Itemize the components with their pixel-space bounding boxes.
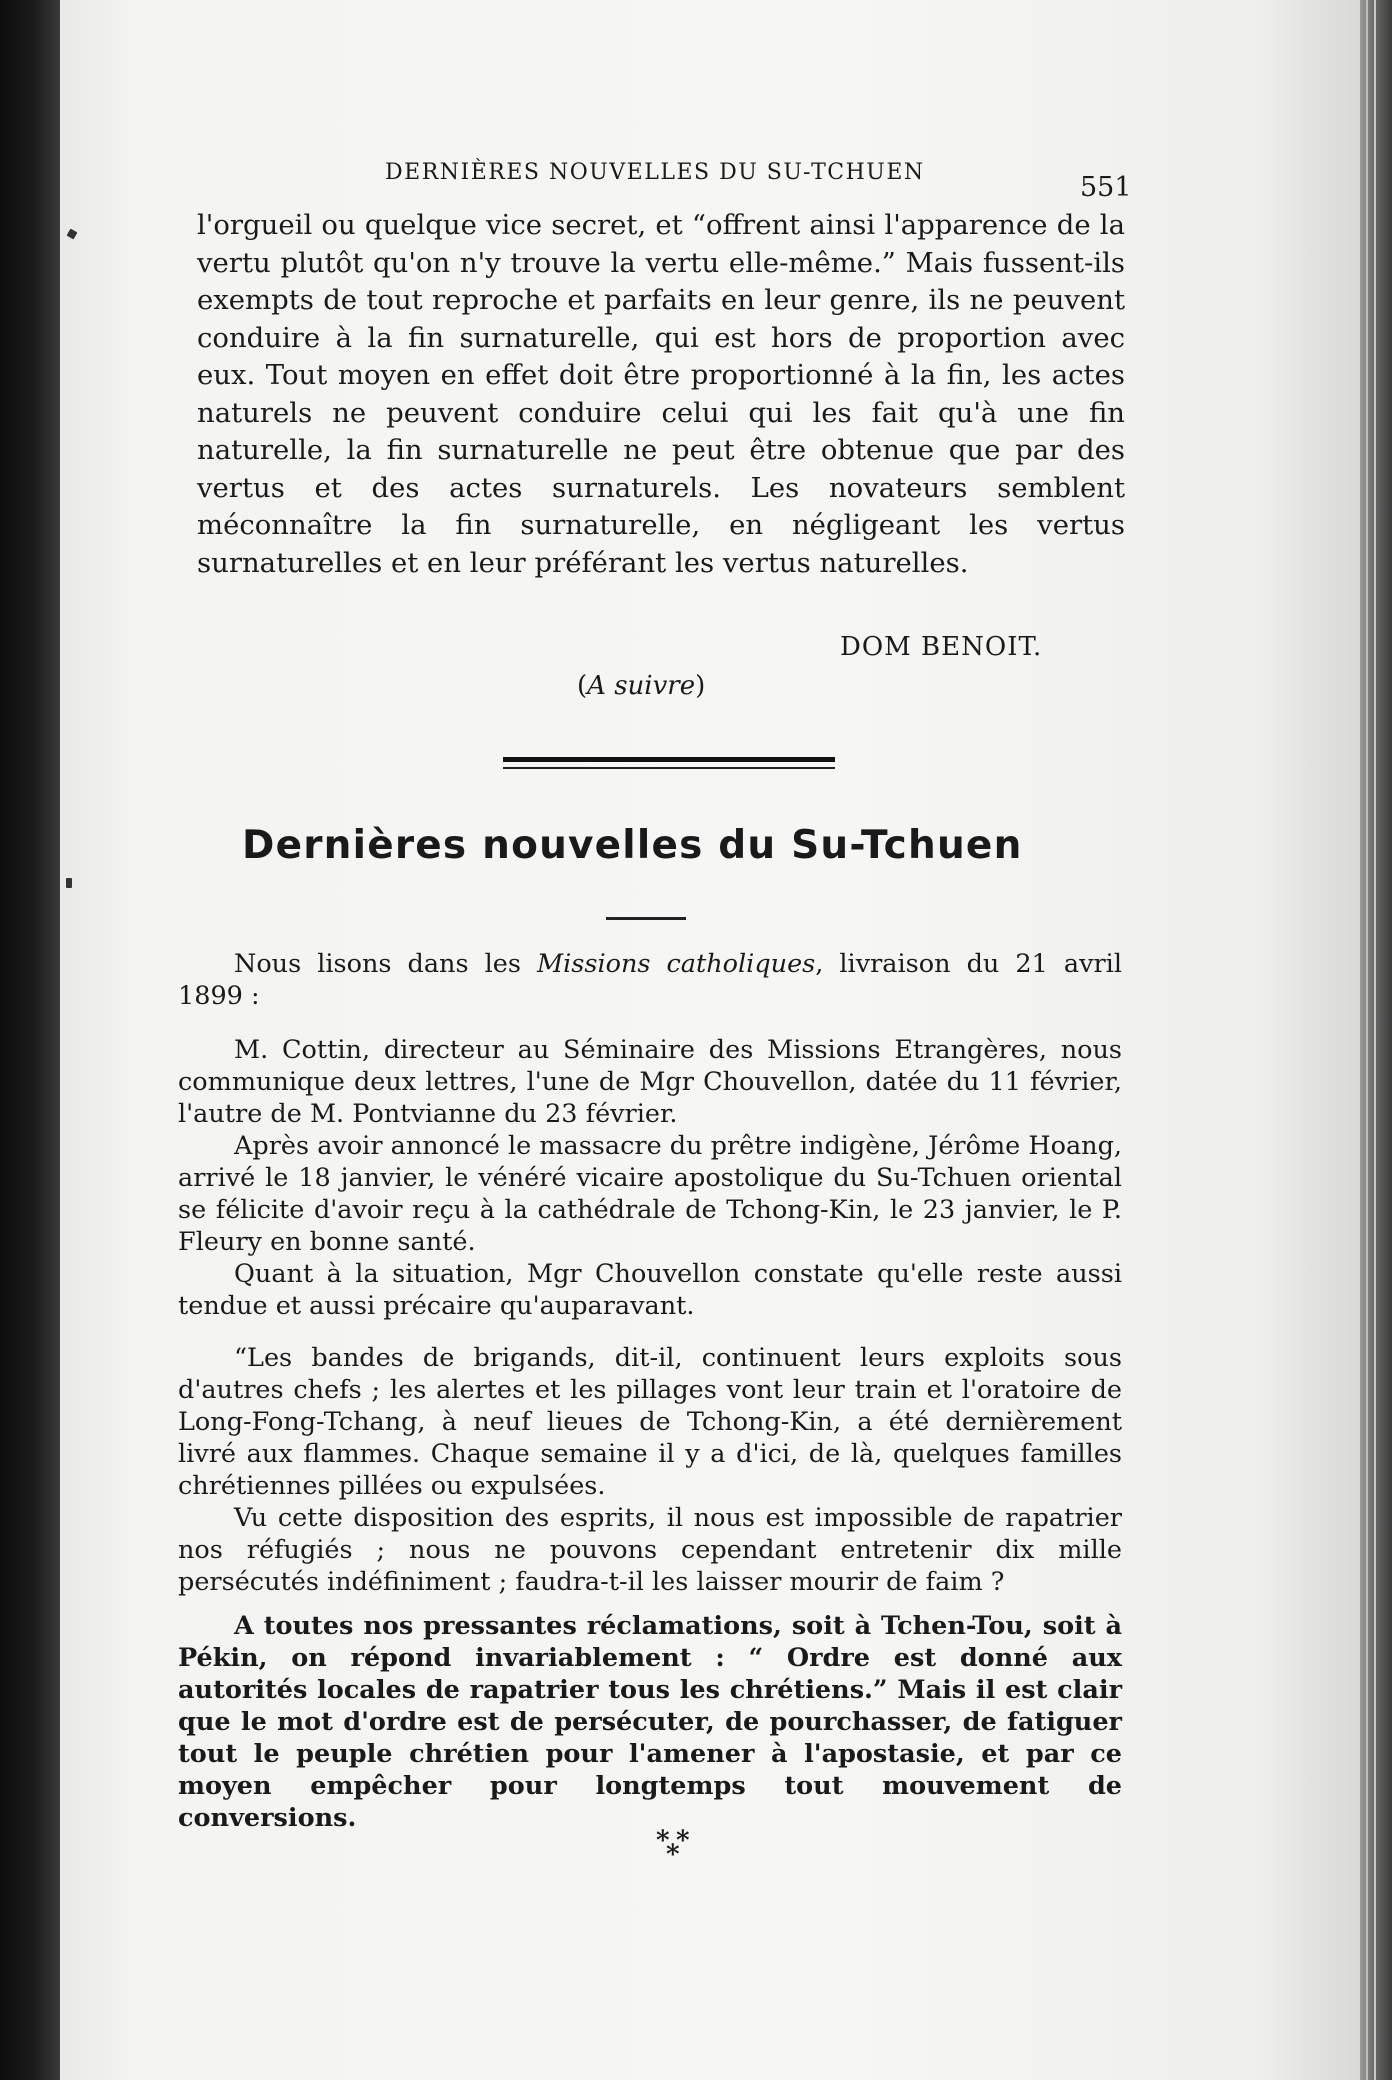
adjacent-page-edge [1360,0,1392,2080]
continued-paragraph: l'orgueil ou quelque vice secret, et “offrent ainsi l'apparence de la vertu plutôt qu'on n'y trouve la vertu elle-même.” Mais fussent-ils exempts de tout reproche et parfaits en leur genre, ils ne peuvent conduire à la fin surnaturelle, qui est hors de proportion avec eux. Tout moyen en effet doit être proportionné à la fin, les actes naturels ne peuvent conduire celui qui les fait qu'à une fin naturelle, la fin surnaturelle ne peut être obtenue que par des vertus et des actes surnaturels. Les novateurs semblent méconnaître la fin surnaturelle, en négligeant les vertus surnaturelles et en leur préférant les vertus naturelles. [197,209,1125,579]
section-title: Dernières nouvelles du Su-Tchuen [242,823,1023,868]
publication-name: Missions catholiques [537,949,816,979]
intro-text-before: Nous lisons dans les [234,949,537,979]
intro-text-after: , livraison du 21 avril 1899 : [178,949,1122,1011]
page-number: 551 [1080,172,1132,203]
binding-shadow [0,0,60,2080]
paragraph-situation: Quant à la situation, Mgr Chouvellon constate qu'elle reste aussi tendue et aussi précaire qu'auparavant. [178,1259,1122,1321]
paragraph-reclamations: A toutes nos pressantes réclamations, soit à Tchen-Tou, soit à Pékin, on répond invariablement : “ Ordre est donné aux autorités locales de rapatrier tous les chrétiens.” Mais il est clair que le mot d'ordre est de persécuter, de pourchasser, de fatiguer tout le peuple chrétien pour l'amener à l'apostasie, et par ce moyen empêcher pour longtemps tout mouvement de conversions. [178,1611,1122,1833]
section-divider [503,757,835,771]
margin-mark [66,878,72,888]
running-title: DERNIÈRES NOUVELLES DU SU-TCHUEN [385,160,925,185]
paragraph-refugees: Vu cette disposition des esprits, il nous est impossible de rapatrier nos réfugiés ; nous ne pouvons cependant entretenir dix mille persécutés indéfiniment ; faudra-t-il les laisser mourir de faim ? [178,1503,1122,1597]
margin-mark [67,229,78,240]
paragraph-massacre: Après avoir annoncé le massacre du prêtre indigène, Jérôme Hoang, arrivé le 18 janvier, le vénéré vicaire apostolique du Su-Tchuen oriental se félicite d'avoir reçu à la cathédrale de Tchong-Kin, le 23 janvier, le P. Fleury en bonne santé. [178,1131,1122,1257]
to-be-continued-note: (A suivre) [577,671,706,701]
paragraph-brigands: “Les bandes de brigands, dit-il, continuent leurs exploits sous d'autres chefs ; les alertes et les pillages vont leur train et l'oratoire de Long-Fong-Tchang, à neuf lieues de Tchong-Kin, a été dernièrement livré aux flammes. Chaque semaine il y a d'ici, de là, quelques familles chrétiennes pillées ou expulsées. [178,1343,1122,1501]
divider-thin-rule [503,767,835,769]
book-page [60,0,1360,2080]
paragraph-cottin: M. Cottin, directeur au Séminaire des Missions Etrangères, nous communique deux lettres, l'une de Mgr Chouvellon, datée du 11 février, l'autre de M. Pontvianne du 23 février. [178,1035,1122,1129]
to-be-continued-text: A suivre [587,671,696,701]
section-body [178,948,1122,1834]
title-underline-rule [606,917,686,920]
divider-thick-rule [503,757,835,762]
author-signature: DOM BENOIT. [840,632,1043,662]
intro-paragraph [178,948,1122,1012]
asterism-separator: * * * [656,1826,690,1870]
